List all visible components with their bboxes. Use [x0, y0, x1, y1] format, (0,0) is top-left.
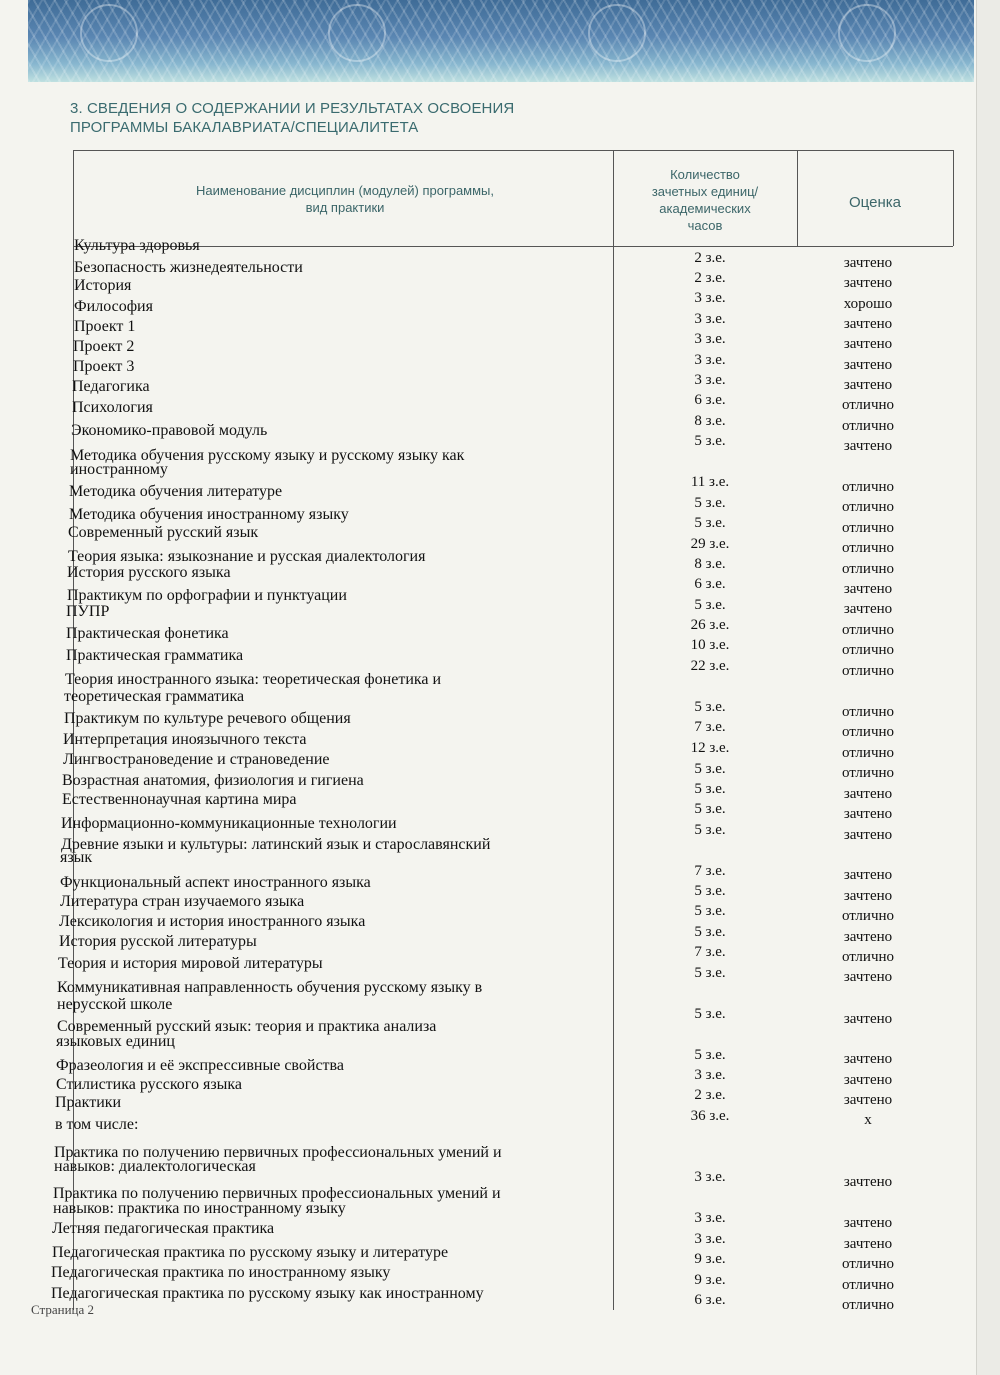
discipline-name: Лингвострановедение и страноведение — [63, 751, 330, 768]
grade-value: отлично — [841, 520, 895, 536]
discipline-name: Практикум по культуре речевого общения — [64, 710, 351, 727]
security-pattern-banner — [28, 0, 974, 82]
table-top-border — [73, 150, 953, 151]
column-header-grade: Оценка — [849, 194, 901, 211]
credit-value: 5 з.е. — [694, 699, 726, 715]
credit-value: 5 з.е. — [694, 1006, 726, 1022]
discipline-name: Педагогическая практика по русскому языку и литературе — [52, 1244, 449, 1261]
discipline-name: История русской литературы — [59, 933, 257, 950]
grade-value: зачтено — [843, 336, 893, 352]
grade-value: зачтено — [843, 316, 893, 332]
discipline-name: Педагогика — [72, 378, 150, 395]
credit-value: 3 з.е. — [694, 1231, 726, 1247]
rosette-ornament-icon — [838, 4, 896, 62]
grade-value: хорошо — [843, 296, 893, 312]
column-header-discipline: Наименование дисциплин (модулей) программы, вид практики — [195, 183, 495, 215]
grade-value: зачтено — [843, 1072, 893, 1088]
discipline-name: Теория языка: языкознание и русская диалектология — [68, 548, 426, 565]
discipline-name: Летняя педагогическая практика — [52, 1220, 275, 1237]
discipline-name: История русского языка — [67, 564, 231, 581]
credit-value: 7 з.е. — [694, 719, 726, 735]
discipline-name: Практики — [55, 1094, 122, 1111]
grade-value: отлично — [841, 765, 895, 781]
discipline-name: языковых единиц — [56, 1033, 175, 1050]
discipline-name: Педагогическая практика по иностранному языку — [51, 1264, 391, 1281]
grade-value: зачтено — [843, 806, 893, 822]
credit-value: 3 з.е. — [694, 1210, 726, 1226]
credit-value: 3 з.е. — [694, 372, 726, 388]
discipline-name: Практическая грамматика — [66, 647, 244, 664]
grade-value: зачтено — [843, 1011, 893, 1027]
discipline-name: язык — [60, 849, 93, 866]
credit-value: 5 з.е. — [694, 515, 726, 531]
page-edge — [976, 0, 1000, 1375]
discipline-name: навыков: диалектологическая — [54, 1158, 256, 1175]
grade-value: отлично — [841, 724, 895, 740]
grade-value: отлично — [841, 1256, 895, 1272]
discipline-name: Психология — [72, 399, 153, 416]
grade-value: зачтено — [843, 581, 893, 597]
grade-value: зачтено — [843, 438, 893, 454]
credit-value: 9 з.е. — [694, 1272, 726, 1288]
discipline-name: Безопасность жизнедеятельности — [74, 259, 303, 276]
credit-value: 5 з.е. — [694, 1047, 726, 1063]
discipline-name: История — [74, 277, 132, 294]
column-divider-grade — [797, 150, 798, 246]
grade-value: отлично — [841, 745, 895, 761]
credit-value: 11 з.е. — [690, 474, 730, 490]
grade-value: отлично — [841, 622, 895, 638]
grade-value: зачтено — [843, 786, 893, 802]
discipline-name: Методика обучения литературе — [69, 483, 283, 500]
grade-value: зачтено — [843, 601, 893, 617]
grade-value: отлично — [841, 540, 895, 556]
credit-value: 5 з.е. — [694, 761, 726, 777]
grade-value: отлично — [841, 479, 895, 495]
grade-value: зачтено — [843, 255, 893, 271]
credit-value: 5 з.е. — [694, 433, 726, 449]
grade-value: зачтено — [843, 1236, 893, 1252]
grade-value: отлично — [841, 1277, 895, 1293]
credit-value: 5 з.е. — [694, 597, 726, 613]
table-right-border — [953, 150, 954, 246]
credit-value: 2 з.е. — [694, 270, 726, 286]
credit-value: 6 з.е. — [694, 1292, 726, 1308]
grade-value: зачтено — [843, 827, 893, 843]
discipline-name: в том числе: — [55, 1116, 139, 1133]
grade-value: отлично — [841, 663, 895, 679]
grade-value: х — [864, 1112, 872, 1128]
credit-value: 3 з.е. — [694, 311, 726, 327]
grade-value: зачтено — [843, 357, 893, 373]
credit-value: 3 з.е. — [694, 1067, 726, 1083]
grade-value: отлично — [841, 704, 895, 720]
credit-value: 3 з.е. — [694, 352, 726, 368]
discipline-name: Лексикология и история иностранного языка — [59, 913, 366, 930]
rosette-ornament-icon — [588, 4, 646, 62]
credit-value: 10 з.е. — [690, 637, 730, 653]
grade-value: отлично — [841, 642, 895, 658]
grade-value: отлично — [841, 418, 895, 434]
discipline-name: Проект 1 — [74, 318, 136, 335]
grade-value: отлично — [841, 949, 895, 965]
grade-value: отлично — [841, 499, 895, 515]
credit-value: 3 з.е. — [694, 290, 726, 306]
credit-value: 36 з.е. — [690, 1108, 730, 1124]
credit-value: 9 з.е. — [694, 1251, 726, 1267]
discipline-name: Теория и история мировой литературы — [58, 955, 323, 972]
credit-value: 5 з.е. — [694, 903, 726, 919]
credit-value: 7 з.е. — [694, 863, 726, 879]
grade-value: отлично — [841, 1297, 895, 1313]
discipline-name: Литература стран изучаемого языка — [60, 893, 305, 910]
grade-value: отлично — [841, 561, 895, 577]
credit-value: 5 з.е. — [694, 781, 726, 797]
grade-value: зачтено — [843, 1092, 893, 1108]
table-header-bottom-border — [73, 246, 953, 247]
discipline-name: Древние языки и культуры: латинский язык и старославянский — [61, 836, 491, 853]
discipline-name: Методика обучения русскому языку и русскому языку как — [70, 447, 465, 464]
grade-value: зачтено — [843, 969, 893, 985]
discipline-name: Практическая фонетика — [66, 625, 229, 642]
credit-value: 2 з.е. — [694, 1087, 726, 1103]
credit-value: 2 з.е. — [694, 250, 726, 266]
grade-value: зачтено — [843, 1051, 893, 1067]
grade-value: зачтено — [843, 867, 893, 883]
grade-value: зачтено — [843, 929, 893, 945]
credit-value: 22 з.е. — [690, 658, 730, 674]
credit-value: 5 з.е. — [694, 883, 726, 899]
discipline-name: Практикум по орфографии и пунктуации — [67, 587, 347, 604]
discipline-name: Естественнонаучная картина мира — [62, 791, 297, 808]
discipline-name: Функциональный аспект иностранного языка — [60, 874, 371, 891]
credit-value: 5 з.е. — [694, 924, 726, 940]
discipline-name: Теория иностранного языка: теоретическая фонетика и — [65, 671, 442, 688]
grade-value: зачтено — [843, 1174, 893, 1190]
discipline-name: Информационно-коммуникационные технологии — [61, 815, 397, 832]
credit-value: 5 з.е. — [694, 495, 726, 511]
page-number: Страница 2 — [31, 1302, 95, 1317]
discipline-name: иностранному — [70, 461, 168, 478]
credit-value: 29 з.е. — [690, 536, 730, 552]
discipline-name: навыков: практика по иностранному языку — [53, 1200, 346, 1217]
discipline-name: нерусской школе — [57, 996, 173, 1013]
credit-value: 5 з.е. — [694, 965, 726, 981]
discipline-name: Проект 2 — [73, 338, 135, 355]
discipline-name: Стилистика русского языка — [56, 1076, 243, 1093]
credit-value: 6 з.е. — [694, 576, 726, 592]
discipline-name: Возрастная анатомия, физиология и гигиена — [62, 772, 364, 789]
credit-value: 12 з.е. — [690, 740, 730, 756]
discipline-name: Коммуникативная направленность обучения русскому языку в — [57, 979, 483, 996]
credit-value: 5 з.е. — [694, 822, 726, 838]
section-title: 3. СВЕДЕНИЯ О СОДЕРЖАНИИ И РЕЗУЛЬТАТАХ ОСВОЕНИЯ ПРОГРАММЫ БАКАЛАВРИАТА/СПЕЦИАЛИТЕТА — [70, 100, 515, 136]
discipline-name: Интерпретация иноязычного текста — [63, 731, 307, 748]
discipline-name: Практика по получению первичных профессиональных умений и — [54, 1144, 502, 1161]
discipline-name: Практика по получению первичных профессиональных умений и — [53, 1185, 501, 1202]
column-header-credits: Количество зачетных единиц/ академических часов — [651, 167, 759, 233]
discipline-name: Проект 3 — [73, 358, 135, 375]
credit-value: 5 з.е. — [694, 801, 726, 817]
grade-value: зачтено — [843, 888, 893, 904]
credit-value: 3 з.е. — [694, 1169, 726, 1185]
rosette-ornament-icon — [80, 4, 138, 62]
discipline-name: ПУПР — [66, 603, 110, 620]
discipline-name: Культура здоровья — [74, 237, 200, 254]
discipline-name: Экономико-правовой модуль — [71, 422, 268, 439]
grade-value: отлично — [841, 397, 895, 413]
grade-value: зачтено — [843, 377, 893, 393]
discipline-name: Педагогическая практика по русскому языку как иностранному — [51, 1285, 484, 1302]
credit-value: 7 з.е. — [694, 944, 726, 960]
grade-value: зачтено — [843, 275, 893, 291]
credit-value: 6 з.е. — [694, 392, 726, 408]
credit-value: 3 з.е. — [694, 331, 726, 347]
credit-value: 26 з.е. — [690, 617, 730, 633]
discipline-name: Методика обучения иностранному языку — [69, 506, 349, 523]
discipline-name: Фразеология и её экспрессивные свойства — [56, 1057, 344, 1074]
column-divider-credits — [613, 150, 614, 1310]
grade-value: отлично — [841, 908, 895, 924]
credit-value: 8 з.е. — [694, 556, 726, 572]
credit-value: 8 з.е. — [694, 413, 726, 429]
discipline-name: теоретическая грамматика — [64, 688, 245, 705]
grade-value: зачтено — [843, 1215, 893, 1231]
rosette-ornament-icon — [328, 4, 386, 62]
discipline-name: Современный русский язык — [68, 524, 259, 541]
discipline-name: Современный русский язык: теория и практика анализа — [57, 1018, 437, 1035]
discipline-name: Философия — [74, 298, 153, 315]
